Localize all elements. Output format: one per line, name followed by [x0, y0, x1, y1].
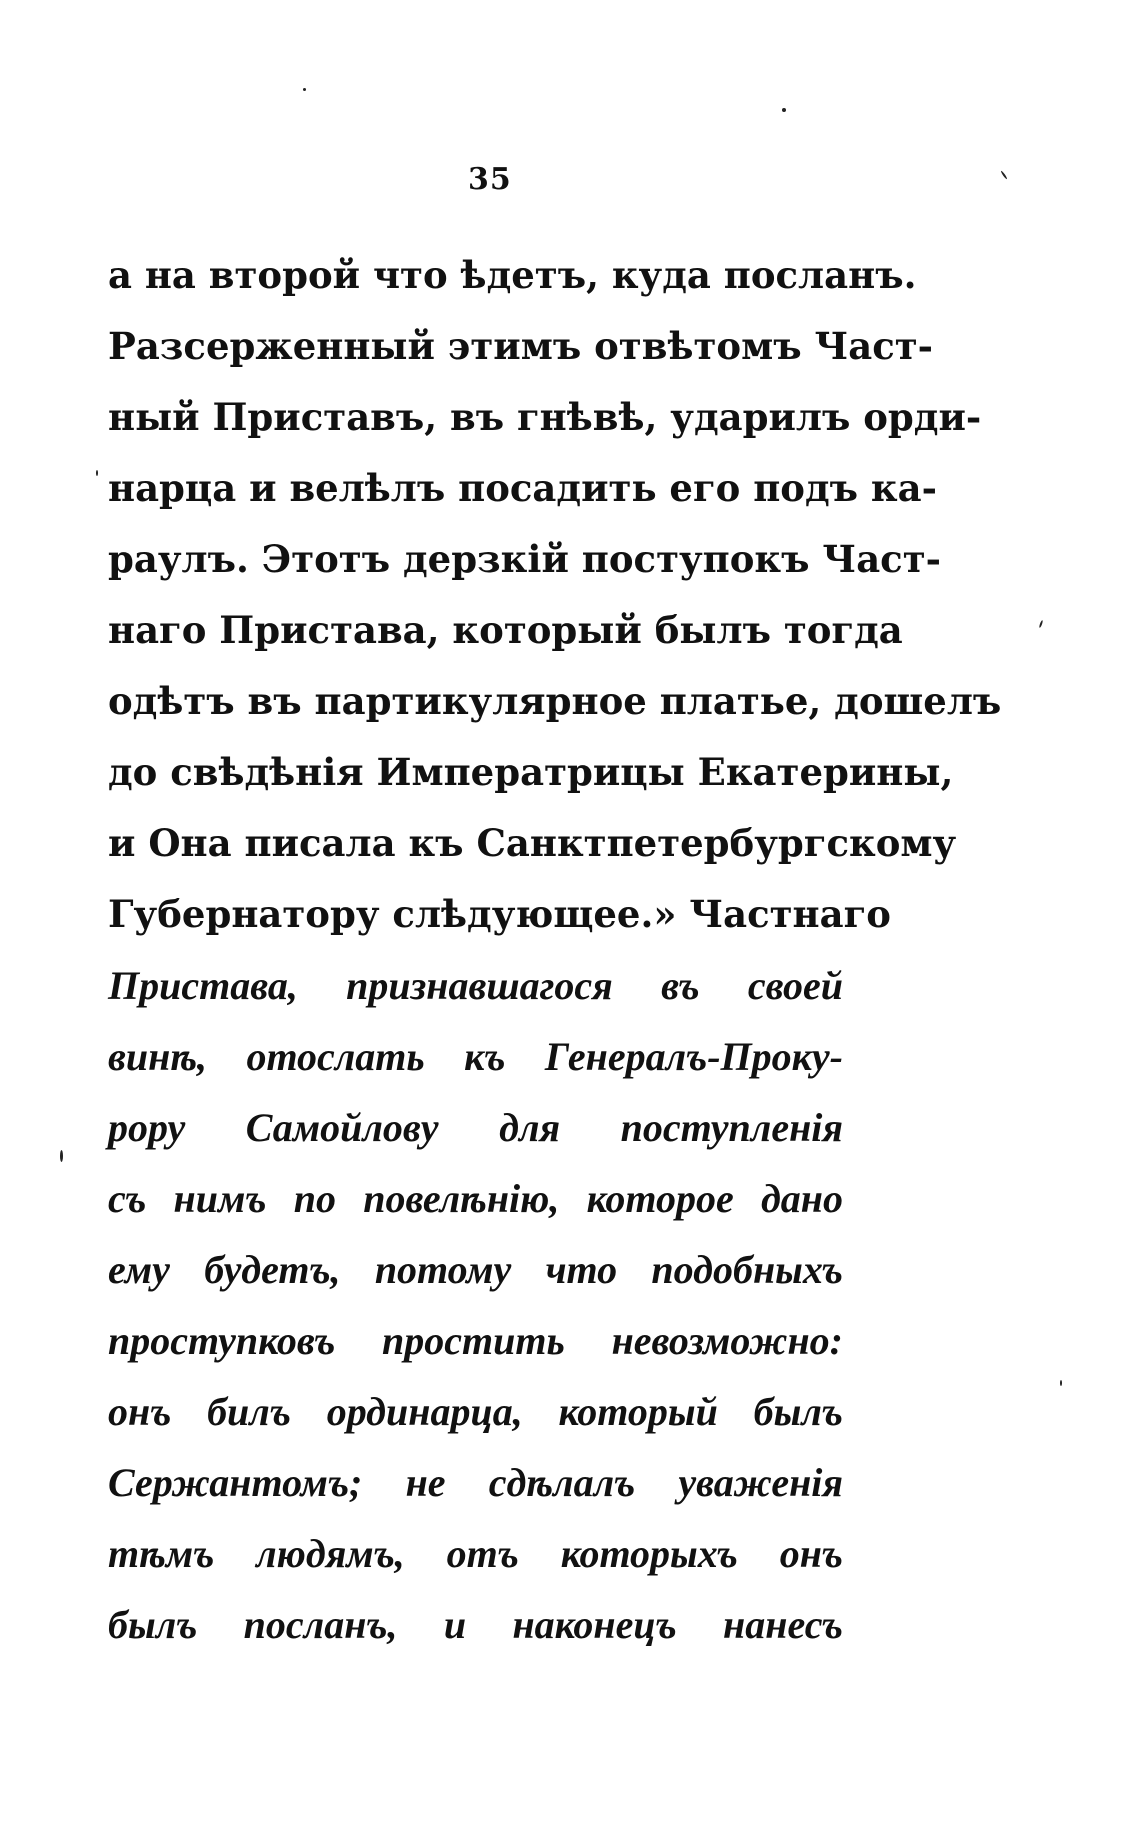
text-line: Губернатору слѣдующее.» Частнаго — [108, 892, 891, 936]
text-line: раулъ. Этотъ дерзкій поступокъ Част- — [108, 537, 941, 581]
text-line: онъ билъ ординарца, который былъ — [108, 1389, 843, 1434]
text-line: до свѣдѣнія Императрицы Екатерины, — [108, 750, 954, 794]
text-line: нарца и велѣлъ посадить его подъ ка- — [108, 466, 937, 510]
scan-speck — [1000, 170, 1007, 179]
text-line: проступковъ простить невозможно: — [108, 1318, 843, 1363]
text-line: былъ посланъ, и наконецъ нанесъ — [108, 1602, 843, 1647]
text-line: съ нимъ по повелѣнію, которое дано — [108, 1176, 843, 1221]
text-line: Пристава, признавшагося въ своей — [108, 963, 843, 1008]
page-number: 35 — [468, 162, 512, 197]
text-line: одѣтъ въ партикулярное платье, дошелъ — [108, 679, 1002, 723]
text-line: рору Самойлову для поступленія — [108, 1105, 843, 1150]
text-line: ный Приставъ, въ гнѣвѣ, ударилъ орди- — [108, 395, 982, 439]
text-line: Разсерженный этимъ отвѣтомъ Част- — [108, 324, 934, 368]
text-line: винѣ, отослать къ Генералъ-Проку- — [108, 1034, 843, 1079]
text-line: ему будетъ, потому что подобныхъ — [108, 1247, 843, 1292]
text-line: тѣмъ людямъ, отъ которыхъ онъ — [108, 1531, 843, 1576]
scan-speck — [96, 470, 98, 476]
scan-speck — [782, 108, 786, 112]
body-text — [108, 240, 1002, 1660]
text-line: а на второй что ѣдетъ, куда посланъ. — [108, 253, 917, 297]
text-line: наго Пристава, который былъ тогда — [108, 608, 903, 652]
scan-speck — [303, 88, 306, 91]
scan-speck — [1039, 620, 1044, 628]
scan-speck — [1060, 1380, 1062, 1386]
text-line: Сержантомъ; не сдѣлалъ уваженія — [108, 1460, 843, 1505]
scan-speck — [60, 1150, 63, 1162]
text-line: и Она писала къ Санктпетербургскому — [108, 821, 957, 865]
